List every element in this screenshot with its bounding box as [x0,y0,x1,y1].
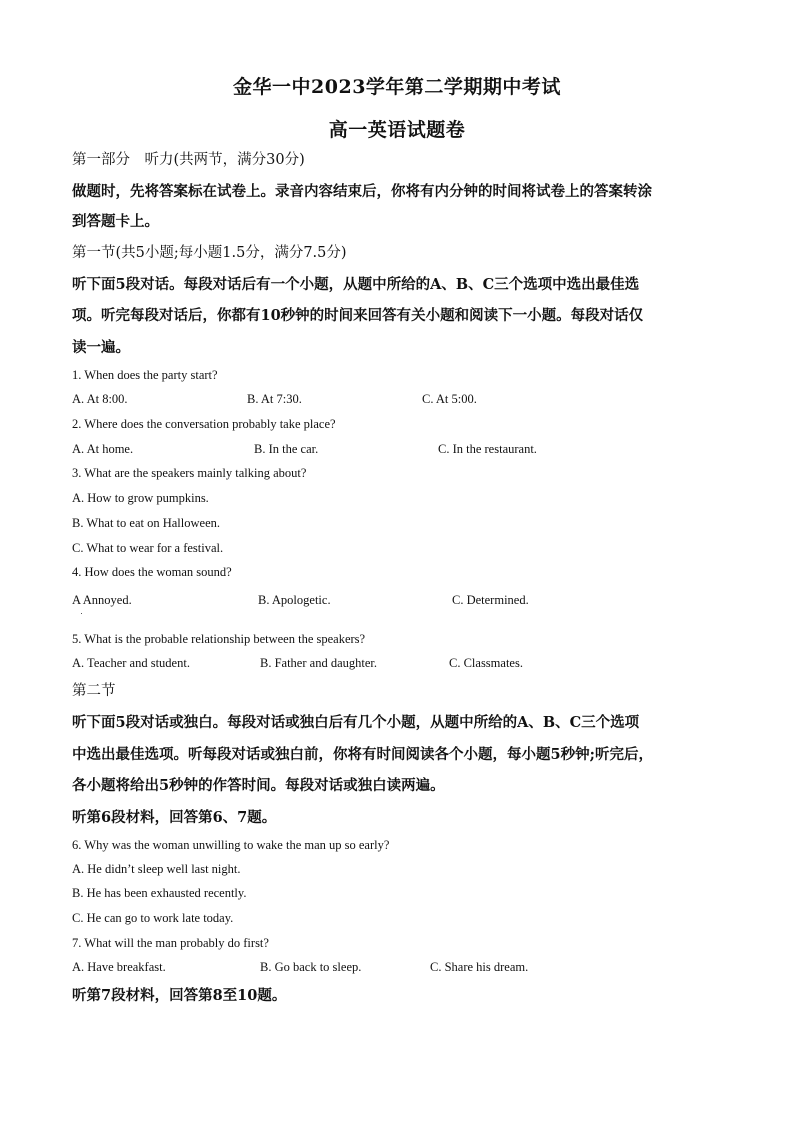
question-1-option-a: A. At 8:00. [72,392,128,406]
question-2-stem: 2. Where does the conversation probably take place? [72,417,336,431]
question-5-option-b: B. Father and daughter. [260,656,377,670]
paper-title: 高一英语试题卷 [328,119,466,141]
question-5-stem: 5. What is the probable relationship between the speakers? [72,632,366,646]
question-6-stem: 6. Why was the woman unwilling to wake the man up so early? [72,838,390,852]
question-1-stem: 1. When does the party start? [72,368,218,382]
question-4-option-c: C. Determined. [452,593,529,607]
question-4-option-a: A Annoyed. [72,593,132,607]
question-3-option-b: B. What to eat on Halloween. [72,516,220,530]
section1-instruction-line2: 项。听完每段对话后，你都有10秒钟的时间来回答有关小题和阅读下一小题。每段对话仅 [72,307,644,324]
section1-heading: 第一节(共5小题;每小题1.5分，满分7.5分) [72,245,347,261]
question-7-option-c: C. Share his dream. [430,960,529,974]
question-5-option-c: C. Classmates. [449,656,523,670]
stray-mark [81,613,82,614]
question-7-option-b: B. Go back to sleep. [260,960,362,974]
question-3-option-c: C. What to wear for a festival. [72,541,224,555]
question-2-option-b: B. In the car. [254,442,319,456]
question-3-stem: 3. What are the speakers mainly talking about? [72,466,307,480]
question-4-option-b: B. Apologetic. [258,593,331,607]
question-5-option-a: A. Teacher and student. [72,656,190,670]
question-4-stem: 4. How does the woman sound? [72,565,232,579]
question-6-option-c: C. He can go to work late today. [72,911,234,925]
section2-instruction-line3: 各小题将给出5秒钟的作答时间。每段对话或独白读两遍。 [72,777,445,794]
part1-instruction-line1: 做题时，先将答案标在试卷上。录音内容结束后，你将有内分钟的时间将试卷上的答案转涂 [72,183,652,200]
question-6-option-b: B. He has been exhausted recently. [72,886,247,900]
material-7-heading: 听第7段材料，回答第8至10题。 [72,987,287,1004]
material-6-heading: 听第6段材料，回答第6、7题。 [72,809,277,826]
question-1-option-c: C. At 5:00. [422,392,477,406]
section1-instruction-line3: 读一遍。 [72,339,130,356]
part1-heading: 第一部分 听力(共两节，满分30分) [72,152,305,168]
question-6-option-a: A. He didn’t sleep well last night. [72,862,241,876]
part1-instruction-line2: 到答题卡上。 [72,213,159,230]
section1-instruction-line1: 听下面5段对话。每段对话后有一个小题，从题中所给的A、B、C三个选项中选出最佳选 [72,276,640,293]
question-1-option-b: B. At 7:30. [247,392,302,406]
section2-heading: 第二节 [72,683,116,699]
section2-instruction-line2: 中选出最佳选项。听每段对话或独白前，你将有时间阅读各个小题，每小题5秒钟;听完后， [72,746,653,763]
question-3-option-a: A. How to grow pumpkins. [72,491,209,505]
school-exam-title: 金华一中2023学年第二学期期中考试 [233,76,561,98]
question-2-option-a: A. At home. [72,442,134,456]
question-2-option-c: C. In the restaurant. [438,442,537,456]
question-7-stem: 7. What will the man probably do first? [72,936,269,950]
question-7-option-a: A. Have breakfast. [72,960,166,974]
section2-instruction-line1: 听下面5段对话或独白。每段对话或独白后有几个小题，从题中所给的A、B、C三个选项 [72,714,640,731]
